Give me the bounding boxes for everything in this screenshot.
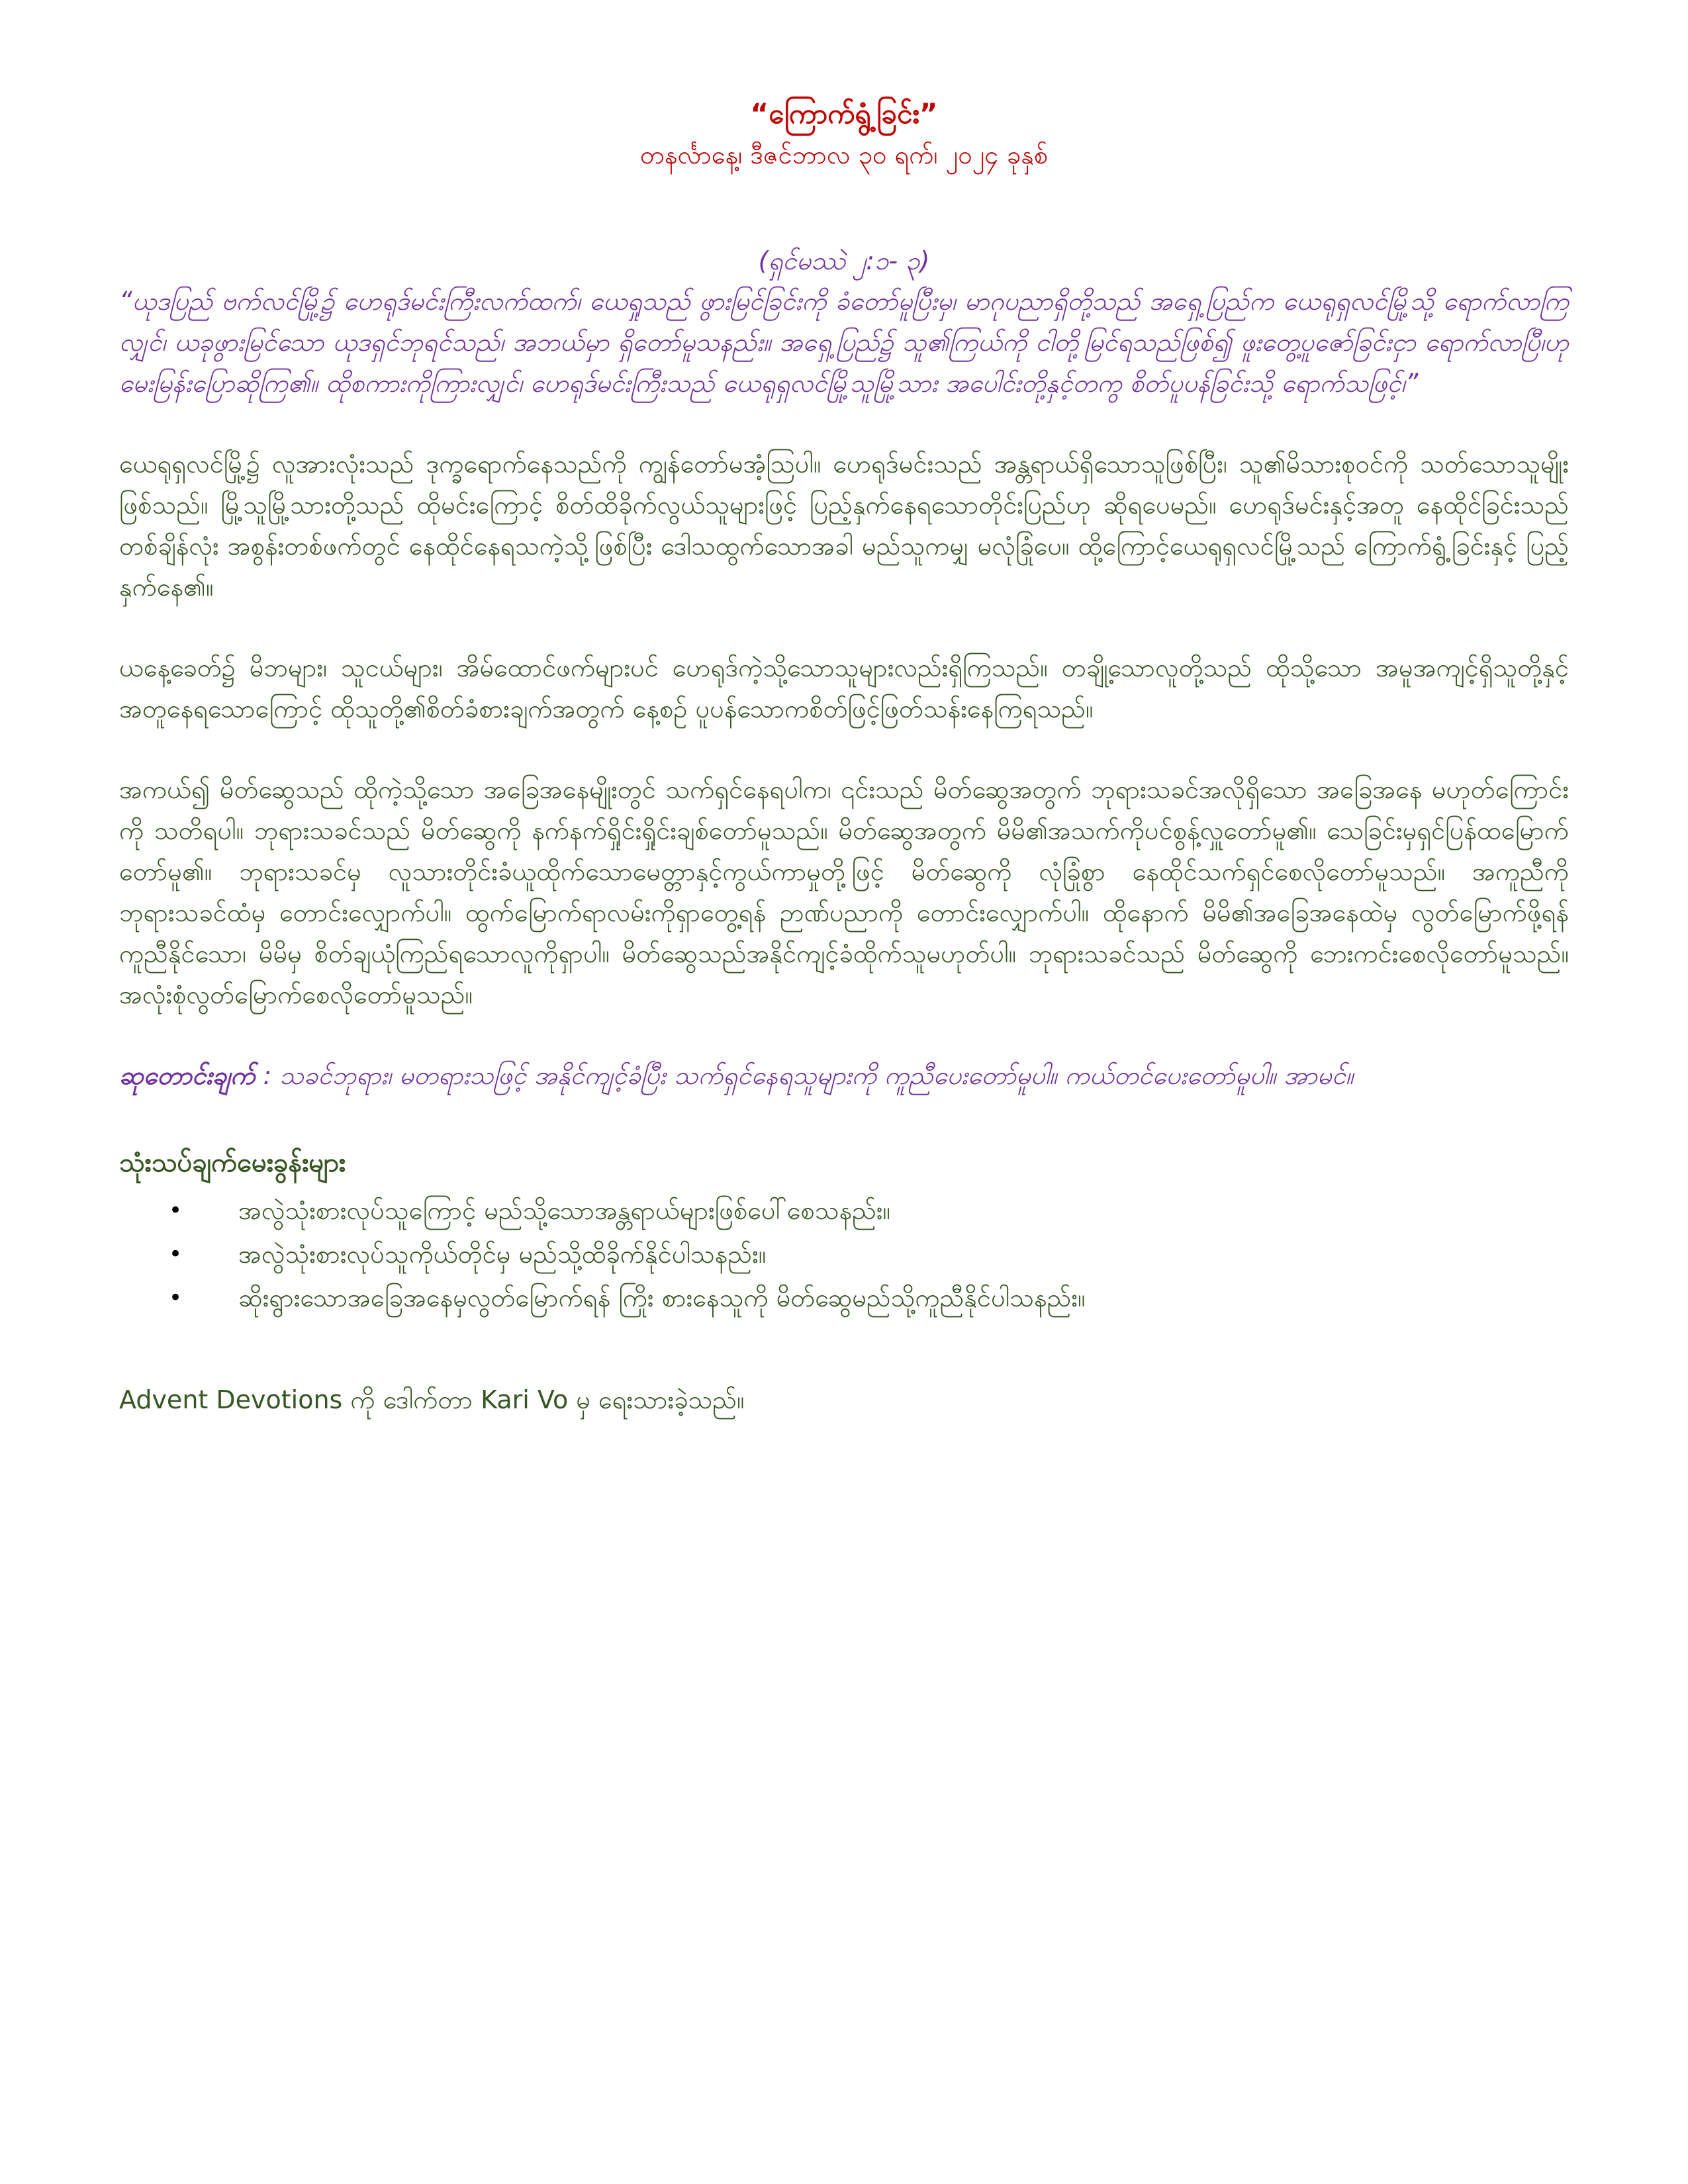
body-paragraph-1: ယေရုရှလင်မြို့၌ လူအားလုံးသည် ဒုက္ခရောက်နေသည်ကို ကျွန်တော်မအံ့သြပါ။ ဟေရုဒ်မင်းသည် အန္တရာယ်ရှိသောသူဖြစ်ပြီး၊ သူ၏မိသားစုဝင်ကို သတ်သောသူမျိုးဖြစ်သည်။ မြို့သူမြို့သားတို့သည် ထိုမင်းကြောင့် စိတ်ထိခိုက်လွယ်သူများဖြင့် ပြည့်နှက်နေရသောတိုင်းပြည်ဟု ဆိုရပေမည်။ ဟေရုဒ်မင်းနှင့်အတူ နေထိုင်ခြင်းသည်တစ်ချိန်လုံး အစွန်းတစ်ဖက်တွင် နေထိုင်နေရသကဲ့သို့ဖြစ်ပြီး ဒေါသထွက်သောအခါ မည်သူကမျှ မလုံခြုံပေ။ ထို့ကြောင့်ယေရုရှလင်မြို့သည် ကြောက်ရွံ့ခြင်းနှင့် ပြည့်နှက်နေ၏။ <box>119 449 1569 602</box>
list-item <box>165 1232 1569 1276</box>
list-item <box>165 1189 1569 1232</box>
reflection-list <box>119 1189 1569 1320</box>
body-paragraph-3: အကယ်၍ မိတ်ဆွေသည် ထိုကဲ့သို့သော အခြေအနေမျိုးတွင် သက်ရှင်နေရပါက၊ ၎င်းသည် မိတ်ဆွေအတွက် ဘုရားသခင်အလိုရှိသော အခြေအနေ မဟုတ်ကြောင်းကို သတိရပါ။ ဘုရားသခင်သည် မိတ်ဆွေကို နက်နက်ရှိုင်းရှိုင်းချစ်တော်မူသည်။ မိတ်ဆွေအတွက် မိမိ၏အသက်ကိုပင်စွန့်လှူတော်မူ၏။ သေခြင်းမှရှင်ပြန်ထမြောက်တော်မူ၏။ ဘုရားသခင်မှ လူသားတိုင်းခံယူထိုက်သောမေတ္တာနှင့်ကွယ်ကာမှုတို့ဖြင့် မိတ်ဆွေကို လုံခြုံစွာ နေထိုင်သက်ရှင်စေလိုတော်မူသည်။ အကူညီကို ဘုရားသခင်ထံမှ တောင်းလျှောက်ပါ။ ထွက်မြောက်ရာလမ်းကိုရှာတွေ့ရန် ဉာဏ်ပညာကို တောင်းလျှောက်ပါ။ ထိုနောက် မိမိ၏အခြေအနေထဲမှ လွတ်မြောက်ဖို့ရန် ကူညီနိုင်သော၊ မိမိမှ စိတ်ချယုံကြည်ရသောလူကိုရှာပါ။ မိတ်ဆွေသည်အနိုင်ကျင့်ခံထိုက်သူမဟုတ်ပါ။ ဘုရားသခင်သည် မိတ်ဆွေကို ဘေးကင်းစေလိုတော်မူသည်။ အလုံးစုံလွတ်မြောက်စေလိုတော်မူသည်။ <box>119 775 1569 1009</box>
question-text: ဆိုးရွားသောအခြေအနေမှလွတ်မြောက်ရန် ကြိုး စားနေသူကို မိတ်ဆွေမည်သို့ကူညီနိုင်ပါသနည်း။ <box>238 1283 1086 1312</box>
question-text: အလွဲသုံးစားလုပ်သူကိုယ်တိုင်မှ မည်သို့ထိခိုက်နိုင်ပါသနည်း။ <box>238 1240 767 1269</box>
question-text: အလွဲသုံးစားလုပ်သူကြောင့် မည်သို့သောအန္တရာယ်များဖြစ်ပေါ်စေသနည်း။ <box>238 1196 891 1225</box>
list-item <box>165 1276 1569 1320</box>
author-credit: Advent Devotions ကို ဒေါက်တာ Kari Vo မှ ရေးသားခဲ့သည်။ <box>119 1385 745 1414</box>
bullet-icon: • <box>168 1241 183 1267</box>
reflection-heading: သုံးသပ်ချက်မေးခွန်းများ <box>119 1148 346 1178</box>
page-title: “ကြောက်ရွံ့ခြင်း” <box>750 97 938 130</box>
prayer-label: ဆုတောင်းချက် <box>119 1061 256 1090</box>
scripture-text: “ယုဒပြည် ဗက်လင်မြို့၌ ဟေရုဒ်မင်းကြီးလက်ထက်၊ ယေရှုသည် ဖွားမြင်ခြင်းကို ခံတော်မူပြီးမှ၊ မာဂုပညာရှိတို့သည် အရှေ့ပြည်က ယေရုရှလင်မြို့သို့ ရောက်လာကြလျှင်၊ ယခုဖွားမြင်သော ယုဒရှင်ဘုရင်သည်၊ အဘယ်မှာ ရှိတော်မူသနည်း။ အရှေ့ပြည်၌ သူ၏ကြယ်ကို ငါတို့မြင်ရသည်ဖြစ်၍ ဖူးတွေ့ပူဇော်ခြင်းငှာ ရောက်လာပြီ၊ဟုမေးမြန်းပြောဆိုကြ၏။ ထိုစကားကိုကြားလျှင်၊ ဟေရုဒ်မင်းကြီးသည် ယေရုရှလင်မြို့သူမြို့သား အပေါင်းတို့နှင့်တကွ စိတ်ပူပန်ခြင်းသို့ ရောက်သဖြင့်၊” <box>119 287 1569 398</box>
scripture-reference: (ရှင်မဿဲ ၂:၁- ၃) <box>758 246 930 275</box>
prayer <box>119 1055 1569 1096</box>
bullet-icon: • <box>168 1285 183 1311</box>
devotion-page <box>119 93 1569 1420</box>
bullet-icon: • <box>168 1197 183 1224</box>
prayer-text: သခင်ဘုရား၊ မတရားသဖြင့် အနိုင်ကျင့်ခံပြီး သက်ရှင်နေရသူများကို ကူညီပေးတော်မူပါ။ ကယ်တင်ပေးတော်မူပါ။ အာမင်။ <box>279 1061 1354 1090</box>
date-line: တနင်္လာနေ့၊ ဒီဇင်ဘာလ ၃၀ ရက်၊ ၂၀၂၄ ခုနှစ် <box>639 140 1049 169</box>
prayer-separator: : <box>255 1061 280 1090</box>
body-paragraph-2: ယနေ့ခေတ်၌ မိဘများ၊ သူငယ်များ၊ အိမ်ထောင်ဖက်များပင် ဟေရုဒ်ကဲ့သို့သောသူများလည်းရှိကြသည်။ တချို့သောလူတို့သည် ထိုသို့သော အမူအကျင့်ရှိသူတို့နှင့် အတူနေရသောကြောင့် ထိုသူတို့၏စိတ်ခံစားချက်အတွက် နေ့စဉ် ပူပန်သောကစိတ်ဖြင့်ဖြတ်သန်းနေကြရသည်။ <box>119 653 1569 723</box>
